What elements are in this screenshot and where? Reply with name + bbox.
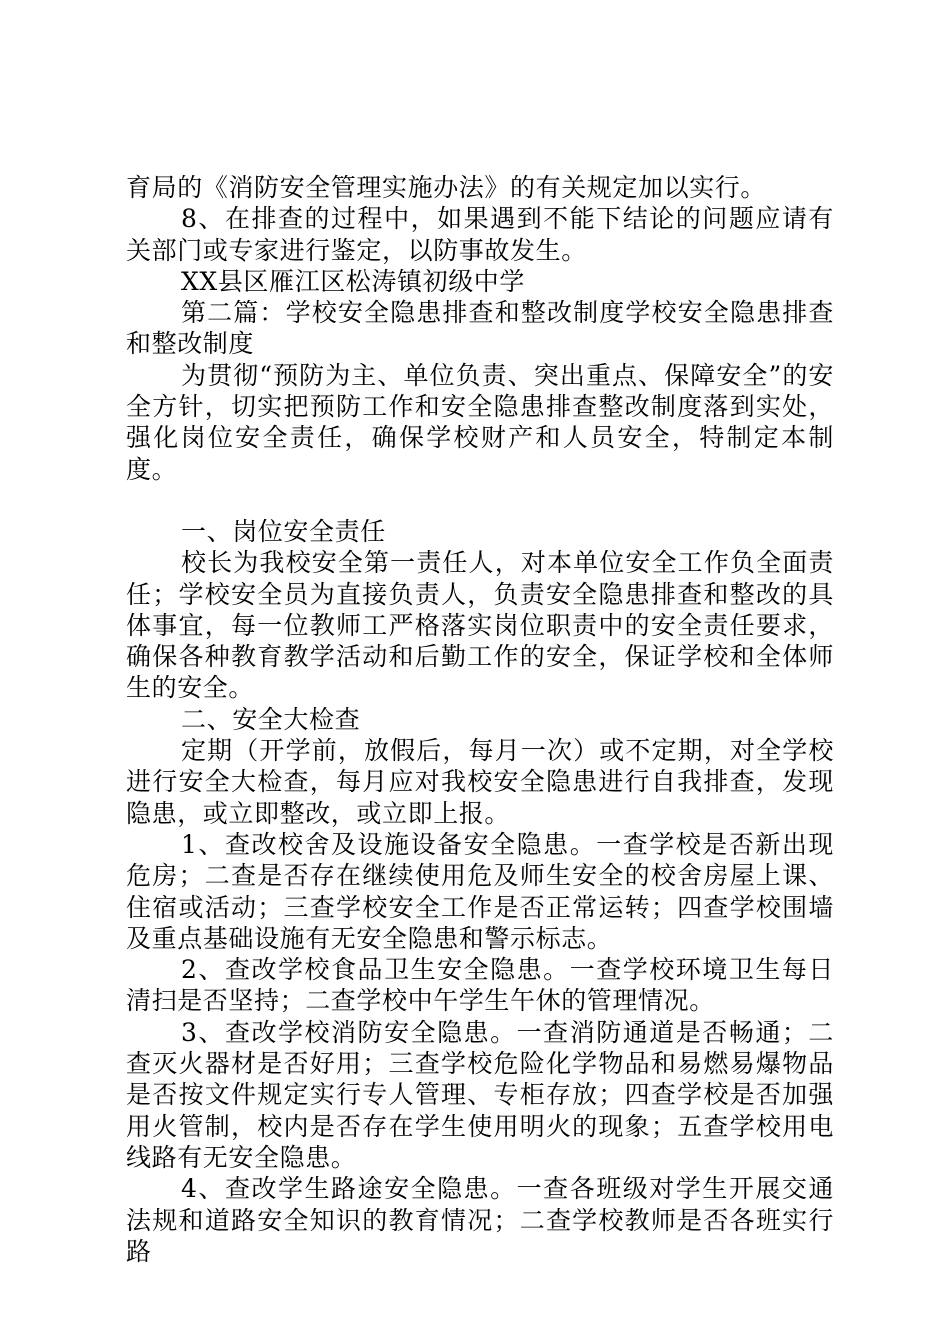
paragraph-responsibility: 校长为我校安全第一责任人，对本单位安全工作负全面责任；学校安全员为直接负责人，负责安全隐患排查和整改的具体事宜，每一位教师工严格落实岗位职责中的安全责任要求，确保各种教育教学活动和后勤工作的安全，保证学校和全体师生的安全。 xyxy=(126,548,834,703)
paragraph-continuation: 育局的《消防安全管理实施办法》的有关规定加以实行。 xyxy=(126,173,767,202)
document-body xyxy=(126,172,834,1267)
heading-job-responsibility: 一、岗位安全责任 xyxy=(181,516,386,546)
paragraph-item-3: 3、查改学校消防安全隐患。一查消防通道是否畅通；二查灭火器材是否好用；三查学校危险化学物品和易燃易爆物品是否按文件规定实行专人管理、专柜存放；四查学校是否加强用火管制，校内是否存在学生使用明火的现象；五查学校用电线路有无安全隐患。 xyxy=(126,1017,834,1172)
paragraph-item-2: 2、查改学校食品卫生安全隐患。一查学校环境卫生每日清扫是否坚持；二查学校中午学生午休的管理情况。 xyxy=(126,955,834,1016)
paragraph-item-4: 4、查改学生路途安全隐患。一查各班级对学生开展交通法规和道路安全知识的教育情况；二查学校教师是否各班实行路 xyxy=(126,1174,834,1266)
paragraph-item-8: 8、在排查的过程中，如果遇到不能下结论的问题应请有关部门或专家进行鉴定，以防事故发生。 xyxy=(126,204,834,265)
section-heading-part-two: 第二篇：学校安全隐患排查和整改制度学校安全隐患排查和整改制度 xyxy=(126,298,834,359)
heading-safety-inspection: 二、安全大检查 xyxy=(181,704,361,734)
school-name: XX县区雁江区松涛镇初级中学 xyxy=(181,266,525,296)
paragraph-intro: 为贯彻“预防为主、单位负责、突出重点、保障安全”的安全方针，切实把预防工作和安全隐患排查整改制度落到实处，强化岗位安全责任，确保学校财产和人员安全，特制定本制度。 xyxy=(126,360,834,484)
paragraph-item-1: 1、查改校舍及设施设备安全隐患。一查学校是否新出现危房；二查是否存在继续使用危及师生安全的校舍房屋上课、住宿或活动；三查学校安全工作是否正常运转；四查学校围墙及重点基础设施有无安全隐患和警示标志。 xyxy=(126,829,834,953)
blank-line xyxy=(126,485,834,516)
paragraph-inspection: 定期（开学前，放假后，每月一次）或不定期，对全学校进行安全大检查，每月应对我校安全隐患进行自我排查，发现隐患，或立即整改，或立即上报。 xyxy=(126,736,834,828)
